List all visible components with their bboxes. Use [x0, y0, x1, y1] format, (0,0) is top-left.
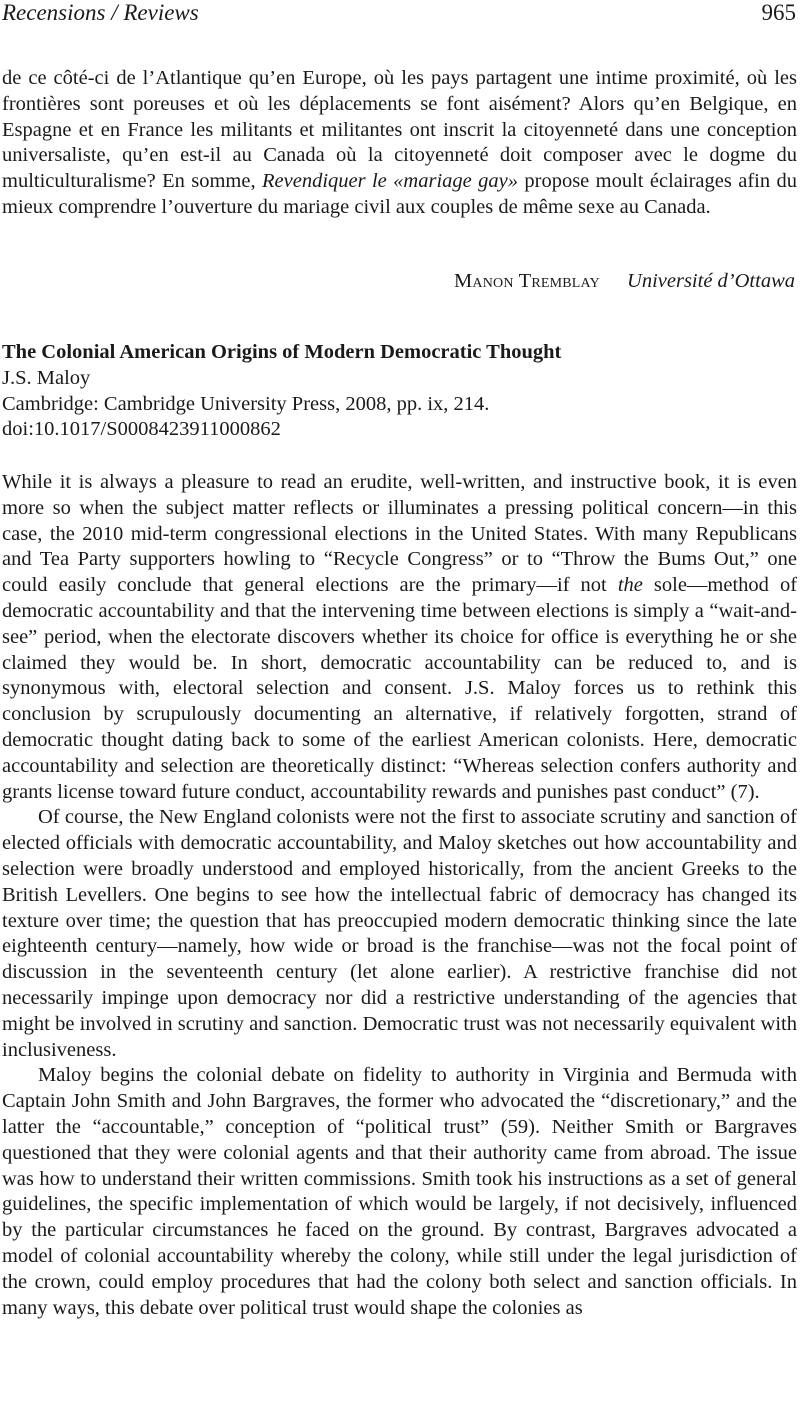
book-title: The Colonial American Origins of Modern Democratic Thought [2, 341, 562, 363]
book-publication: Cambridge: Cambridge University Press, 2008, pp. ix, 214. [2, 392, 490, 415]
previous-review-text-end: propose moult éclairages afin du mieux comprendre l’ouverture du mariage civil aux couples de même sexe au Canada. [2, 170, 797, 218]
book-doi: doi:10.1017/S0008423911000862 [2, 418, 281, 441]
review-text: sole—method of democratic accountability and that the intervening time between elections is simply a “wait-and-see” period, when the electorate discovers whether its choice for office is everything he or she claimed they would be. In short, democratic accountability can be reduced to, and is synonymous with, electoral selection and consent. J.S. Maloy forces us to rethink this conclusion by scrupulously documenting an alternative, if relatively forgotten, strand of democratic thought dating back to some of the earliest American colonists. Here, democratic accountability and selection are theoretically distinct: “Whereas selection confers authority and grants license toward future conduct, accountability rewards and punishes past conduct” (7). [2, 574, 798, 803]
previous-review-closing-paragraph [2, 66, 797, 221]
reviewer-affiliation: Université d’Ottawa [627, 270, 795, 292]
book-citation [2, 340, 797, 443]
review-paragraph-2: Of course, the New England colonists were not the first to associate scrutiny and sanction of elected officials with democratic accountability, and Maloy sketches out how accountability and selection were broadly understood and employed historically, from the ancient Greeks to the British Levellers. One begins to see how the intellectual fabric of democracy has changed its texture over time; the question that has preoccupied modern democratic thinking since the late eighteenth century—namely, how wide or broad is the franchise—was not the focal point of discussion in the seventeenth century (let alone earlier). A restrictive franchise did not necessarily impinge upon democracy nor did a restrictive understanding of the agencies that might be involved in scrutiny and sanction. Democratic trust was not necessarily equivalent with inclusiveness. [2, 806, 797, 1061]
previous-review-text: de ce côté-ci de l’Atlantique qu’en Europe, où les pays partagent une intime proximité, où les frontières sont poreuses et où les déplacements se font aisément? Alors qu’en Belgique, en Espagne et en France les militants et militantes ont inscrit la citoyenneté dans une conception universaliste, qu’en est-il au Canada où la citoyenneté doit composer avec le dogme du multiculturalisme? En somme, [2, 67, 797, 193]
review-paragraph-3: Maloy begins the colonial debate on fidelity to authority in Virginia and Bermuda with Captain John Smith and John Bargraves, the former who advocated the “discretionary,” and the latter the “accountable,” conception of “political trust” (59). Neither Smith or Bargraves questioned that they were colonial agents and that their authority came from abroad. The issue was how to understand their written commissions. Smith took his instructions as a set of general guidelines, the specific implementation of which would be largely, if not decisively, influenced by the particular circumstances he faced on the ground. By contrast, Bargraves advocated a model of colonial accountability whereby the colony, while still under the legal jurisdiction of the crown, could employ procedures that had the colony both select and sanction officials. In many ways, this debate over political trust would shape the colonies as [2, 1064, 797, 1319]
book-author: J.S. Maloy [2, 366, 91, 389]
referenced-book-title: Revendiquer le «mariage gay» [262, 170, 518, 193]
section-title: Recensions / Reviews [2, 0, 199, 25]
review-paragraph-1 [2, 470, 797, 805]
reviewer-name: Manon Tremblay [453, 270, 600, 292]
page-number: 965 [761, 0, 796, 25]
review-body [2, 470, 797, 1321]
reviewer-signature [454, 268, 795, 294]
running-head [0, 0, 800, 28]
review-text: While it is always a pleasure to read an erudite, well-written, and instructive book, it is even more so when the subject matter reflects or illuminates a pressing political concern—in this case, the 2010 mid-term congressional elections in the United States. With many Republicans and Tea Party supporters howling to “Recycle Congress” or to “Throw the Bums Out,” one could easily conclude that general elections are the primary—if not [2, 471, 797, 597]
emphasis: the [617, 574, 643, 597]
